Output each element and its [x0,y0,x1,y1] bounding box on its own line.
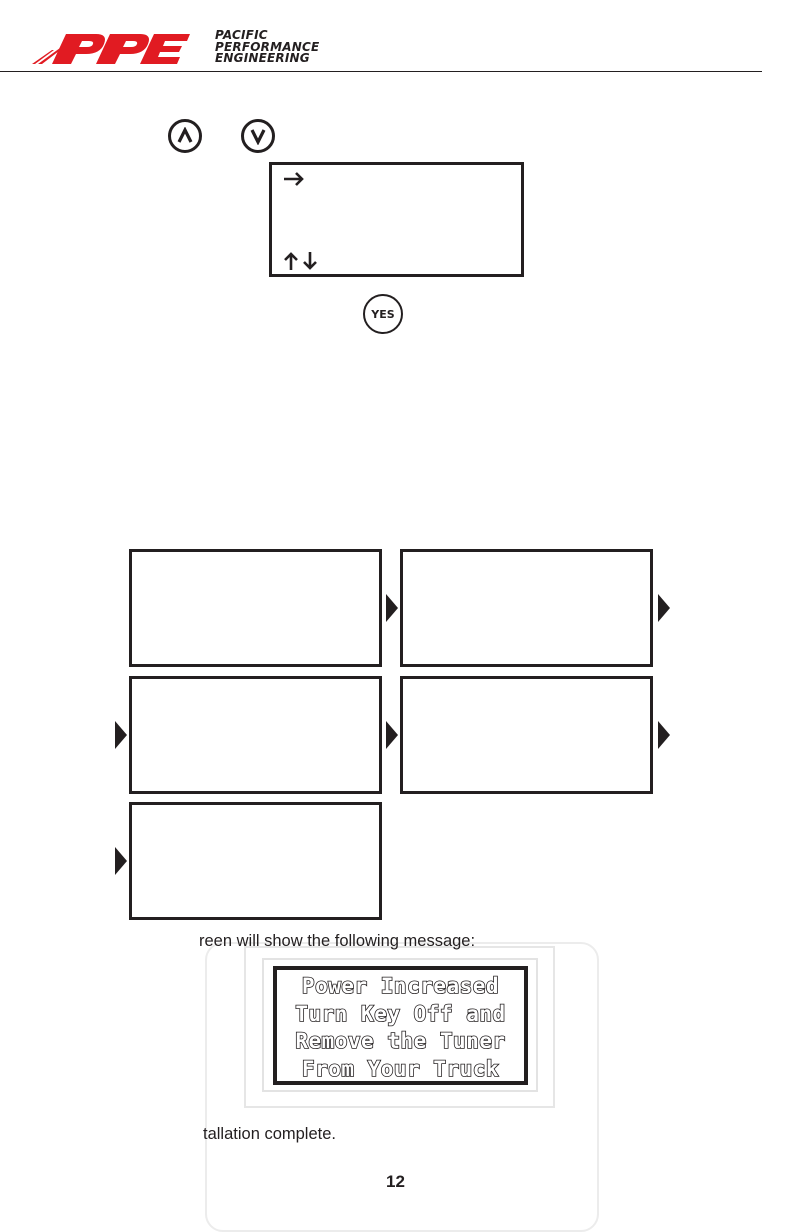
caret-up-icon [176,127,194,145]
ppe-logo [30,28,320,68]
message-line-2: Turn Key Off and [295,1001,506,1026]
ppe-logo-mark [30,28,190,68]
right-arrow-icon [282,171,306,187]
message-line-3: Remove the Tuner [295,1029,506,1053]
flow-arrow-icon [658,594,670,622]
brand-wordmark [215,30,319,65]
tuner-lcd-message [273,966,528,1085]
page-number: 12 [386,1172,405,1191]
brand-line-1: PACIFIC [215,28,268,42]
lcd-screen [269,162,524,277]
flow-screen-5 [129,802,382,920]
down-button[interactable] [241,119,275,153]
flow-arrow-icon [115,847,127,875]
message-line-4: From Your Truck [301,1056,500,1081]
screen-message-text: reen will show the following message: [199,932,476,950]
flow-arrow-icon [386,721,398,749]
flow-arrow-icon [658,721,670,749]
yes-button[interactable]: YES [363,294,403,334]
brand-line-2: PERFORMANCE [215,39,320,54]
message-line-1: Power Increased [301,974,500,998]
header-divider [0,71,762,72]
up-button[interactable] [168,119,202,153]
flow-screen-1 [129,549,382,667]
install-complete-text: tallation complete. [203,1125,336,1143]
flow-screen-4 [400,676,653,794]
flow-arrow-icon [115,721,127,749]
brand-line-3: ENGINEERING [215,51,310,65]
up-down-arrows-icon [282,251,322,271]
caret-down-icon [249,127,267,145]
flow-screen-2 [400,549,653,667]
flow-screen-3 [129,676,382,794]
flow-arrow-icon [386,594,398,622]
